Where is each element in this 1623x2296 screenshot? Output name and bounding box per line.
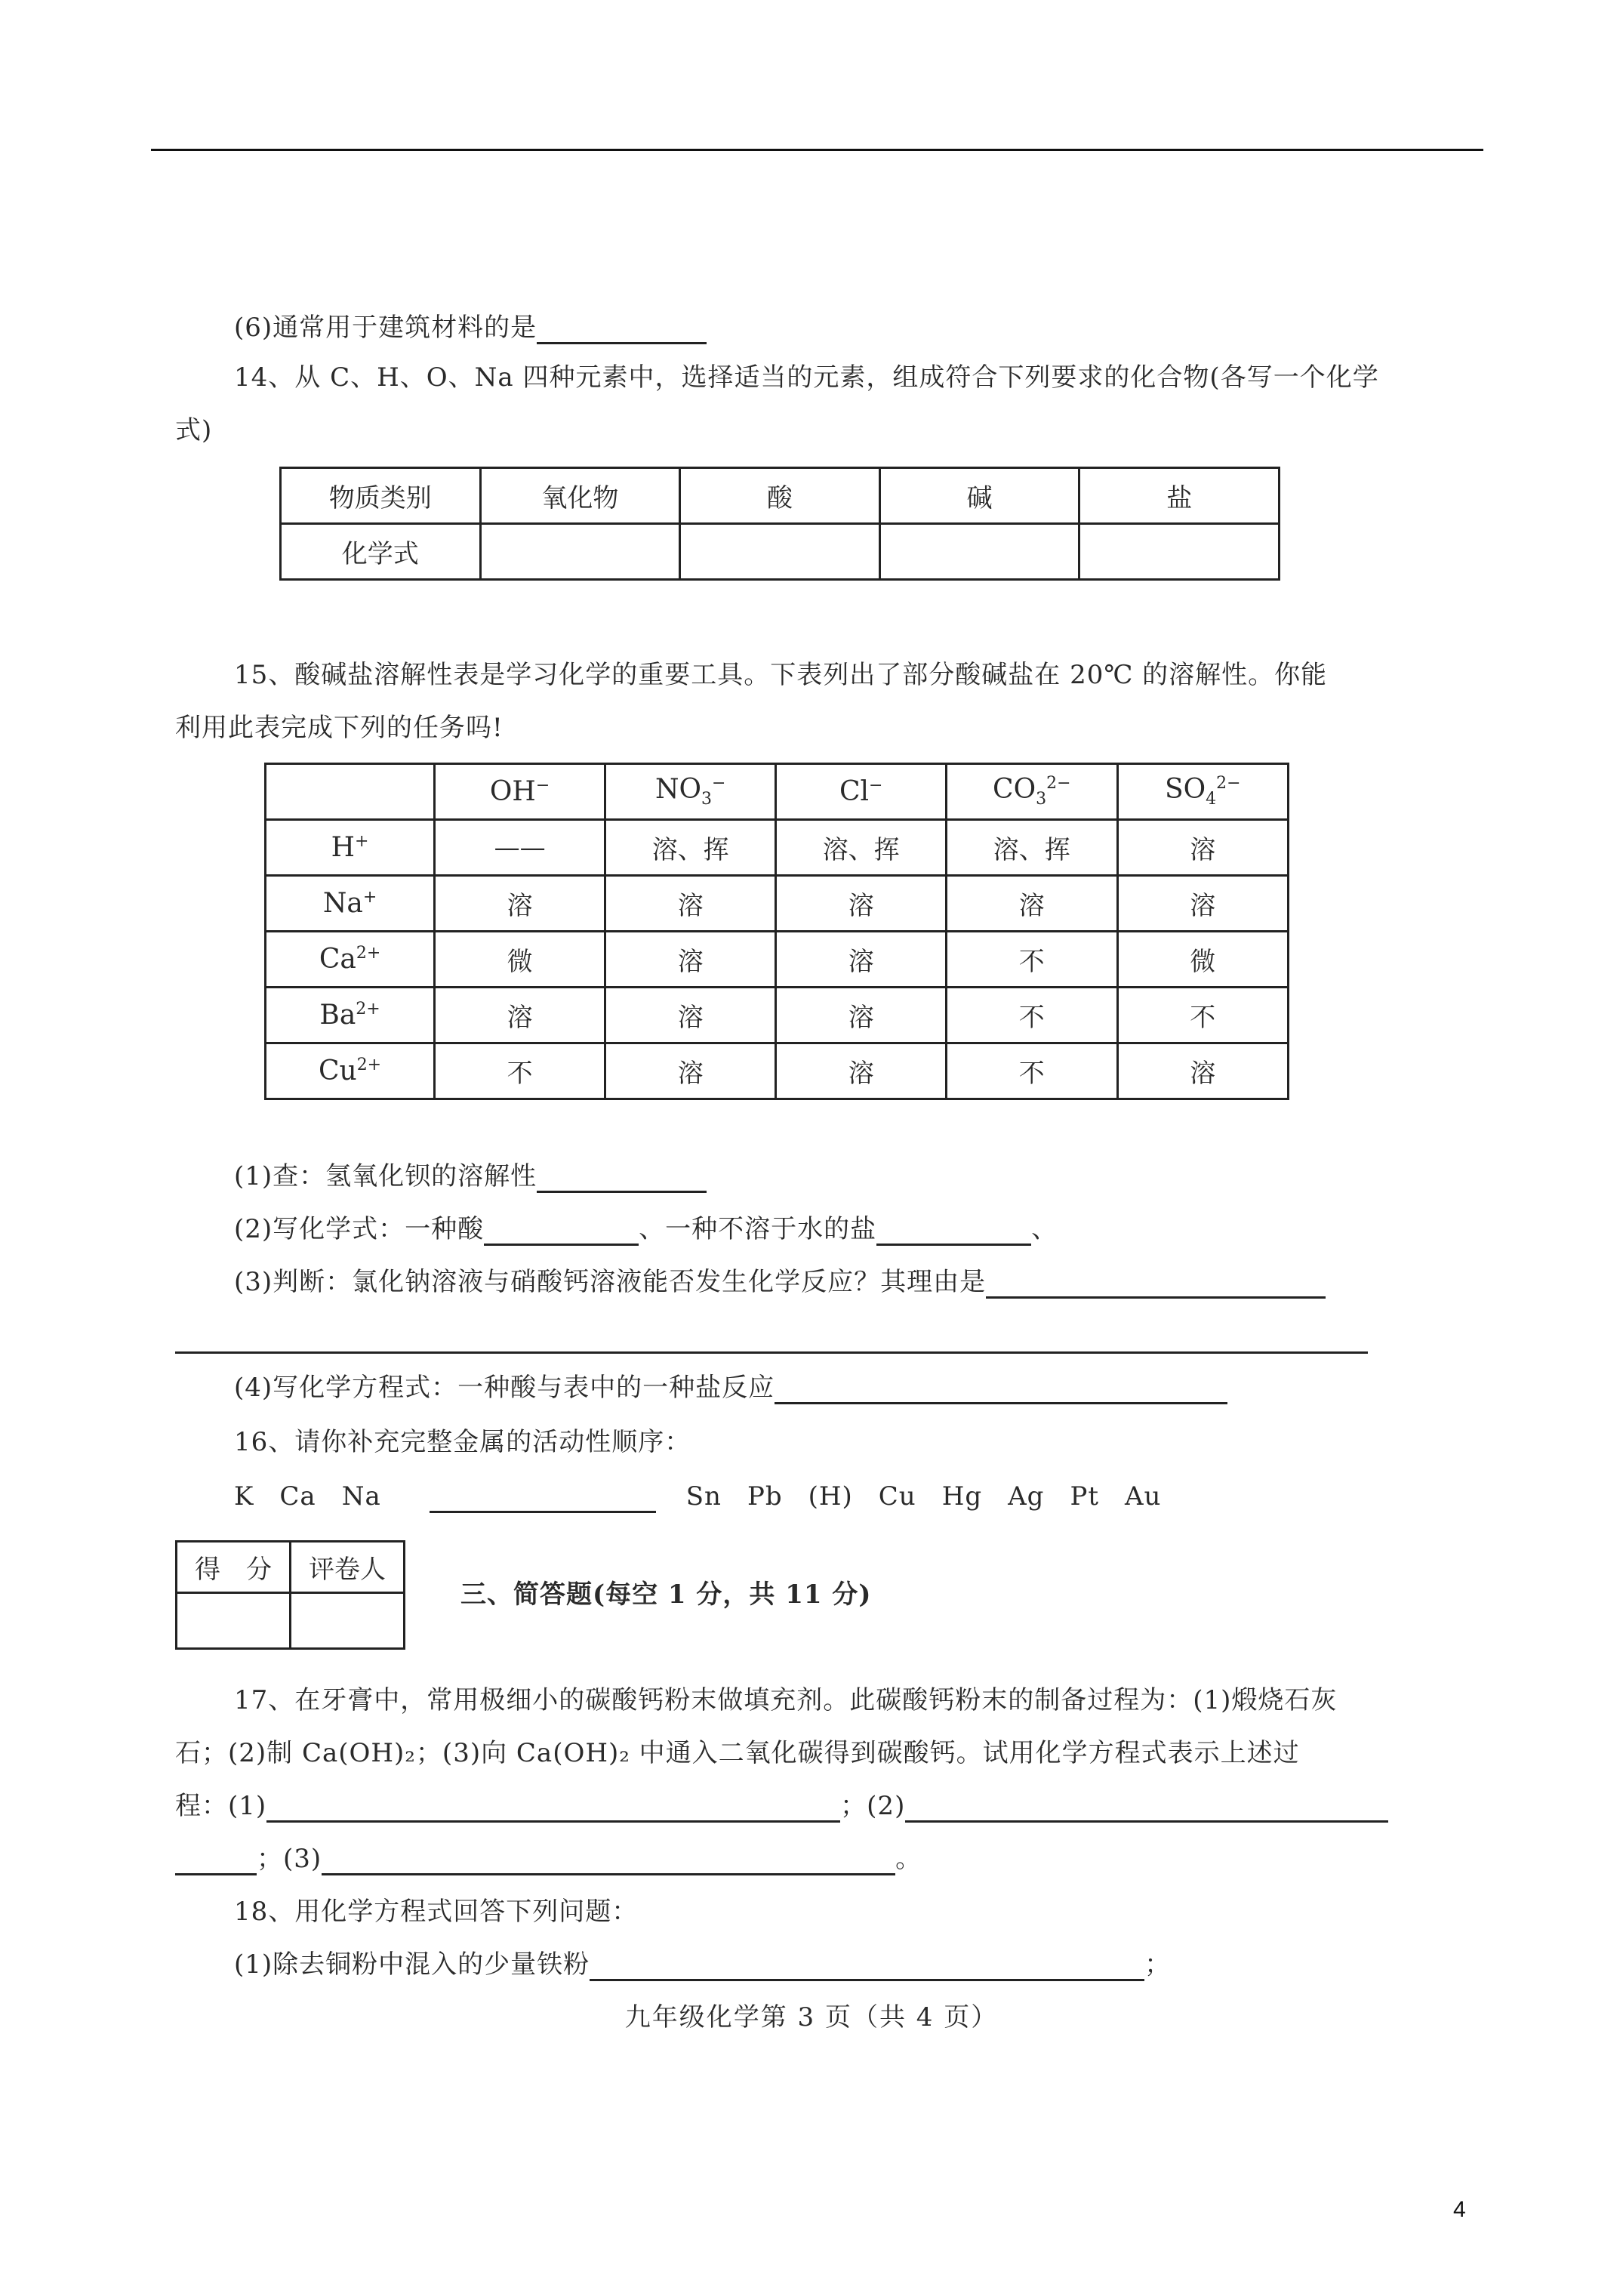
cation-header	[266, 820, 435, 876]
score-box	[175, 1540, 405, 1650]
table-row	[266, 876, 1289, 932]
activity-series	[234, 1480, 1187, 1513]
element-symbol: Ag	[1008, 1481, 1045, 1512]
element-symbol: (H)	[808, 1481, 853, 1512]
answer-blank[interactable]	[175, 1845, 257, 1875]
anion-header	[435, 764, 605, 820]
cation-label: Na+	[322, 888, 377, 919]
solubility-cell: 微	[435, 932, 605, 988]
cation-label: $Ca^{2+}$	[319, 944, 381, 975]
score-label: 得 分	[177, 1542, 291, 1593]
table-header-cell: 酸	[680, 468, 880, 524]
cation-label: H+	[331, 832, 369, 863]
answer-blank[interactable]	[484, 1215, 639, 1246]
compound-table	[279, 467, 1280, 581]
table-header-cell: 碱	[879, 468, 1079, 524]
anion-header	[1117, 764, 1288, 820]
anion-label: $CO_3^{2-}$	[993, 774, 1071, 809]
header-rule	[151, 149, 1483, 151]
table-row-label: 化学式	[281, 524, 481, 580]
anion-header	[605, 764, 776, 820]
q18-stem: 18、用化学方程式回答下列问题：	[234, 1897, 639, 1927]
solubility-cell: 溶、挥	[605, 820, 776, 876]
table-row	[266, 820, 1289, 876]
solubility-cell: 溶	[605, 932, 776, 988]
table-corner-cell	[266, 764, 435, 820]
cation-header	[266, 988, 435, 1043]
cation-header	[266, 1043, 435, 1099]
element-symbol: Sn	[685, 1481, 722, 1512]
solubility-cell: 溶	[947, 876, 1117, 932]
answer-blank[interactable]	[986, 1268, 1326, 1299]
element-symbol: Cu	[878, 1481, 916, 1512]
answer-cell[interactable]	[480, 524, 680, 580]
table-row	[266, 1043, 1289, 1099]
answer-blank[interactable]	[590, 1950, 1144, 1981]
solubility-cell: 溶	[435, 876, 605, 932]
element-symbol: Na	[341, 1481, 381, 1512]
q15-sub4: (4)写化学方程式：一种酸与表中的一种盐反应	[234, 1371, 1227, 1404]
anion-label: Cl−	[839, 776, 883, 807]
anion-header	[776, 764, 947, 820]
solubility-cell: 溶	[605, 1043, 776, 1099]
cation-label: $Ba^{2+}$	[319, 1000, 380, 1031]
q16-stem: 16、请你补充完整金属的活动性顺序：	[234, 1427, 691, 1457]
answer-line[interactable]	[175, 1351, 1368, 1354]
answer-cell[interactable]	[1079, 524, 1280, 580]
q14-stem-line1: 14、从 C、H、O、Na 四种元素中，选择适当的元素，组成符合下列要求的化合物(各写一个化学	[234, 362, 1379, 393]
element-symbol: Hg	[941, 1481, 983, 1512]
q13-item6: (6)通常用于建筑材料的是	[234, 311, 707, 344]
q17-line1: 17、在牙膏中，常用极细小的碳酸钙粉末做填充剂。此碳酸钙粉末的制备过程为：(1)煅烧石灰	[234, 1685, 1338, 1715]
cation-label: $Cu^{2+}$	[318, 1056, 382, 1086]
solubility-cell: 不	[1117, 988, 1288, 1043]
answer-blank[interactable]	[430, 1482, 656, 1513]
q15-stem-line2: 利用此表完成下列的任务吗!	[175, 713, 504, 743]
answer-blank[interactable]	[537, 1162, 707, 1193]
section-title: 三、简答题(每空 1 分，共 11 分)	[460, 1579, 872, 1610]
solubility-cell: 溶	[605, 988, 776, 1043]
q17-line4: ；(3) 。	[175, 1842, 922, 1875]
solubility-cell: 溶	[776, 876, 947, 932]
table-row	[266, 988, 1289, 1043]
answer-blank[interactable]	[266, 1792, 840, 1823]
table-row	[266, 932, 1289, 988]
element-symbol: Pb	[747, 1481, 783, 1512]
anion-label: $NO_3^-$	[654, 774, 726, 809]
element-symbol: Ca	[279, 1481, 316, 1512]
solubility-cell: 微	[1117, 932, 1288, 988]
grader-cell[interactable]	[291, 1593, 405, 1649]
answer-cell[interactable]	[680, 524, 880, 580]
solubility-cell: 溶	[776, 1043, 947, 1099]
page-footer: 九年级化学第 3 页（共 4 页）	[624, 2002, 999, 2032]
q17-line3: 程：(1) ；(2)	[175, 1789, 1388, 1823]
element-symbol: Pt	[1070, 1481, 1099, 1512]
solubility-cell: 溶	[776, 932, 947, 988]
element-symbol: Au	[1125, 1481, 1162, 1512]
solubility-cell: 溶、挥	[776, 820, 947, 876]
q18-sub1: (1)除去铜粉中混入的少量铁粉 ；	[234, 1949, 1172, 1980]
solubility-cell: 溶	[435, 988, 605, 1043]
q17-line2: 石；(2)制 Ca(OH)₂；(3)向 Ca(OH)₂ 中通入二氧化碳得到碳酸钙。试用化学方程式表示上述过	[175, 1738, 1300, 1768]
answer-cell[interactable]	[879, 524, 1079, 580]
anion-label: OH−	[489, 776, 550, 807]
table-header-cell: 盐	[1079, 468, 1280, 524]
solubility-cell: ——	[435, 820, 605, 876]
element-symbol: K	[234, 1481, 254, 1512]
answer-blank[interactable]	[322, 1845, 895, 1875]
q15-stem-line1: 15、酸碱盐溶解性表是学习化学的重要工具。下表列出了部分酸碱盐在 20℃ 的溶解性。你能	[234, 660, 1328, 690]
q15-sub1: (1)查：氢氧化钡的溶解性	[234, 1160, 707, 1193]
solubility-cell: 溶	[1117, 1043, 1288, 1099]
solubility-cell: 不	[947, 932, 1117, 988]
solubility-cell: 溶	[776, 988, 947, 1043]
grader-label: 评卷人	[291, 1542, 405, 1593]
solubility-cell: 溶	[1117, 876, 1288, 932]
q15-sub3: (3)判断：氯化钠溶液与硝酸钙溶液能否发生化学反应？其理由是	[234, 1265, 1326, 1299]
solubility-cell: 不	[435, 1043, 605, 1099]
solubility-cell: 溶	[1117, 820, 1288, 876]
page-number: 4	[1453, 2197, 1466, 2222]
anion-label: $SO_4^{2-}$	[1164, 774, 1241, 809]
answer-blank[interactable]	[905, 1792, 1388, 1823]
answer-blank[interactable]	[537, 313, 707, 344]
table-header-cell: 氧化物	[480, 468, 680, 524]
solubility-table	[264, 763, 1289, 1100]
answer-blank[interactable]	[876, 1215, 1031, 1246]
q15-sub2: (2)写化学式：一种酸 、一种不溶于水的盐 、	[234, 1214, 1058, 1244]
solubility-cell: 溶、挥	[947, 820, 1117, 876]
cation-header	[266, 932, 435, 988]
q14-stem-line2: 式)	[175, 415, 213, 445]
anion-header	[947, 764, 1117, 820]
solubility-cell: 溶	[605, 876, 776, 932]
score-cell[interactable]	[177, 1593, 291, 1649]
solubility-cell: 不	[947, 988, 1117, 1043]
table-header-cell: 物质类别	[281, 468, 481, 524]
cation-header	[266, 876, 435, 932]
solubility-cell: 不	[947, 1043, 1117, 1099]
answer-blank[interactable]	[775, 1373, 1227, 1404]
